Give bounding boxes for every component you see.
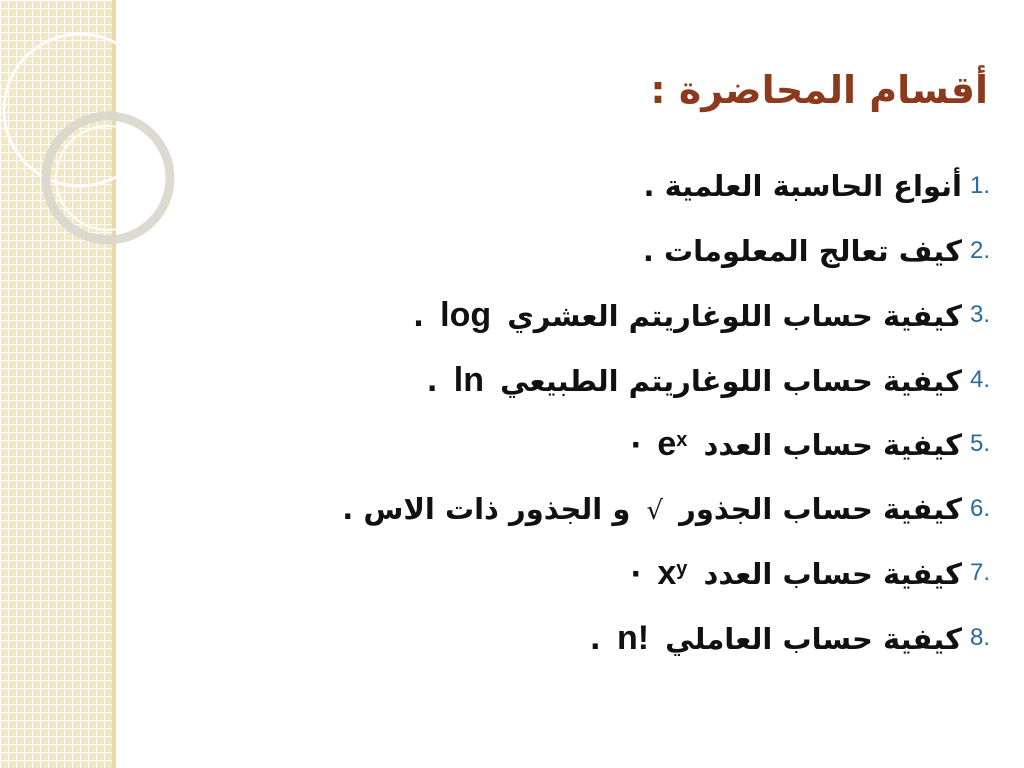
item-text: كيف تعالج المعلومات . xyxy=(642,233,962,268)
math-base: x xyxy=(657,554,677,592)
list-item xyxy=(342,289,991,354)
item-suffix: · xyxy=(630,557,642,591)
item-number: 2. xyxy=(970,236,991,264)
item-suffix: و الجذور ذات الاس . xyxy=(342,491,631,526)
item-text: كيفية حساب اللوغاريتم الطبيعي xyxy=(500,363,962,398)
slide-title: أقسام المحاضرة : xyxy=(650,68,988,112)
deco-circle-large xyxy=(4,34,156,186)
list-item xyxy=(342,418,991,483)
math-base: e xyxy=(657,425,677,463)
math-x-power-y xyxy=(651,554,693,592)
list-item xyxy=(342,483,991,548)
deco-circle-gray xyxy=(46,116,170,240)
lecture-sections-list xyxy=(342,160,991,676)
item-text: كيفية حساب اللوغاريتم العشري xyxy=(507,299,962,333)
item-text: كيفية حساب العاملي xyxy=(665,621,962,656)
list-item xyxy=(342,612,991,677)
decorative-circles xyxy=(0,0,180,300)
list-item xyxy=(342,354,991,419)
deco-circle-inner xyxy=(56,126,160,230)
item-number: 7. xyxy=(970,559,991,586)
item-number: 1. xyxy=(970,172,991,199)
math-factorial: n! xyxy=(616,618,650,657)
item-text: كيفية حساب الجذور xyxy=(679,491,962,526)
math-log: log xyxy=(440,296,492,334)
item-suffix: · xyxy=(630,428,642,462)
math-exponent: y xyxy=(676,558,688,580)
item-number: 6. xyxy=(970,494,991,522)
item-text: كيفية حساب العدد xyxy=(703,428,962,462)
list-item xyxy=(342,225,991,290)
item-suffix: . xyxy=(589,621,601,656)
math-ln: ln xyxy=(453,360,484,399)
item-suffix: . xyxy=(426,363,438,398)
math-exponent: x xyxy=(676,429,688,451)
square-root-symbol: √ xyxy=(646,495,664,526)
item-number: 3. xyxy=(970,301,991,328)
item-number: 8. xyxy=(970,623,991,651)
item-text: أنواع الحاسبة العلمية . xyxy=(643,169,962,203)
item-suffix: . xyxy=(412,299,425,333)
math-e-power-x xyxy=(651,425,693,463)
list-item xyxy=(342,547,991,612)
item-number: 4. xyxy=(970,365,991,393)
list-item xyxy=(342,160,991,225)
item-number: 5. xyxy=(970,430,991,457)
item-text: كيفية حساب العدد xyxy=(703,557,962,591)
